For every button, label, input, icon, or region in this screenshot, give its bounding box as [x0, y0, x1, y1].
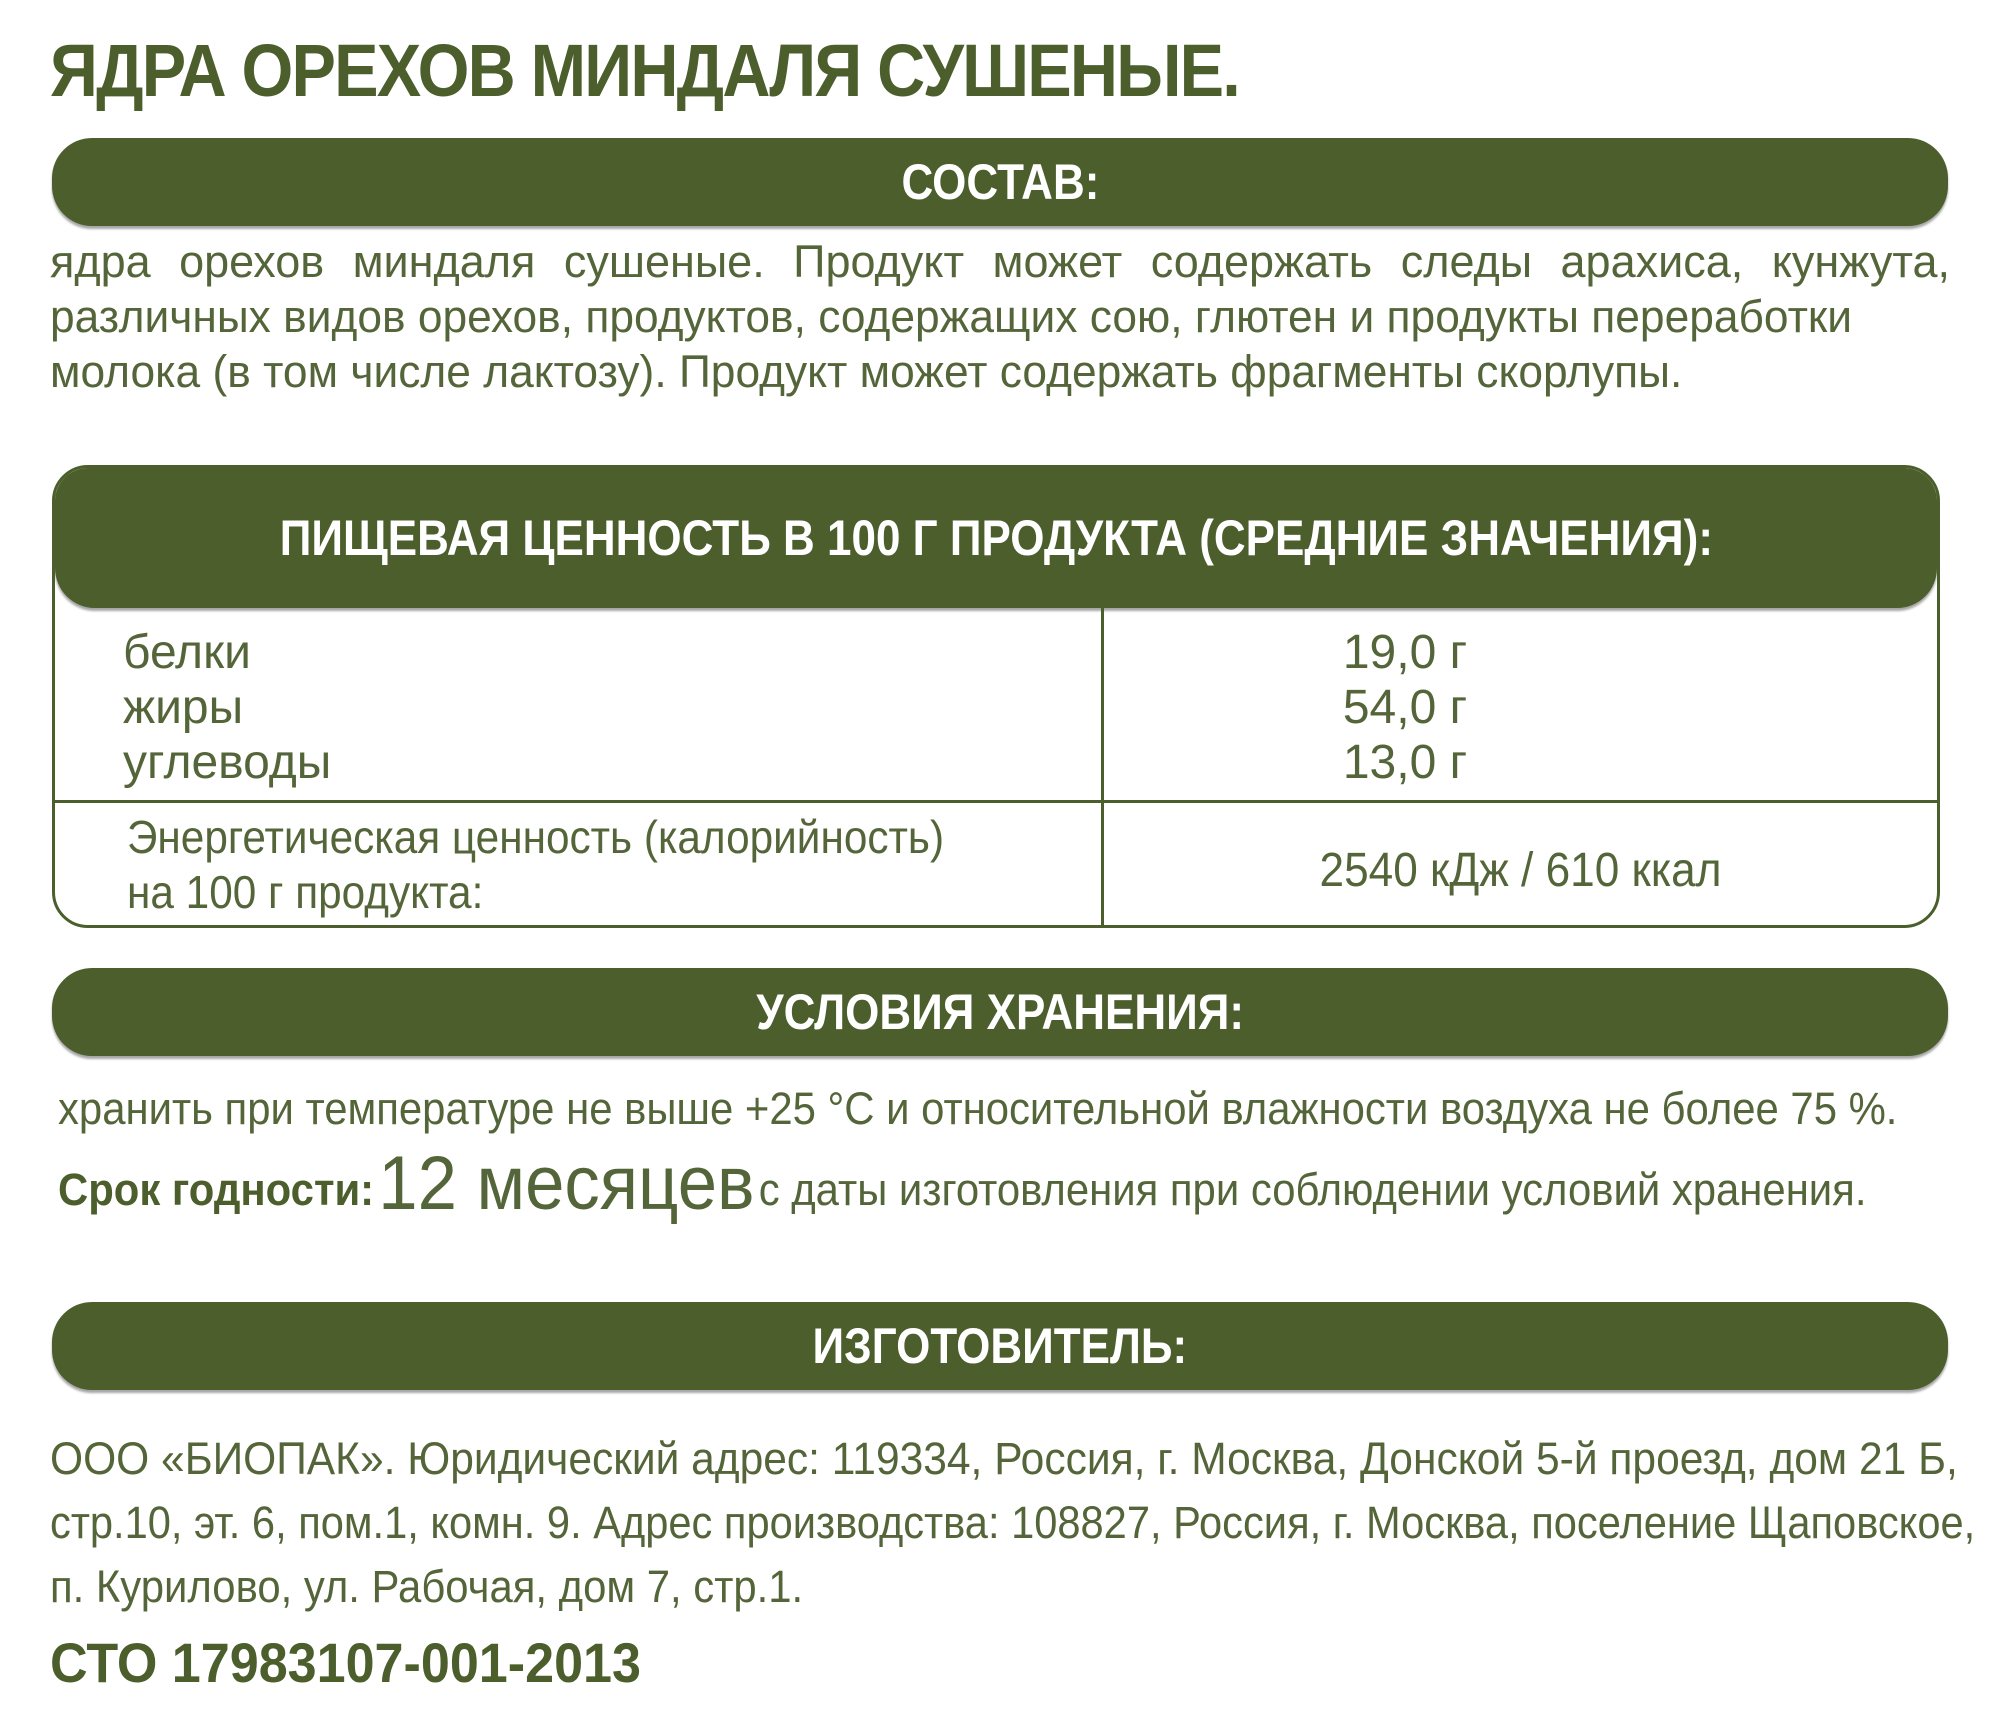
energy-label-line: на 100 г продукта:: [127, 866, 484, 918]
nutrient-fat-label: жиры: [123, 681, 244, 734]
composition-heading-band: [52, 138, 1948, 226]
nutrient-names: [123, 625, 331, 790]
storage-heading: УСЛОВИЯ ХРАНЕНИЯ:: [756, 984, 1244, 1040]
shelf-life-value: 12 месяцев: [378, 1141, 755, 1226]
manufacturer-heading: ИЗГОТОВИТЕЛЬ:: [812, 1318, 1188, 1374]
shelf-life-label: Срок годности:: [58, 1164, 375, 1215]
composition-line: различных видов орехов, продуктов, содержащих сою, глютен и продукты переработки: [50, 291, 1853, 342]
table-horizontal-divider: [55, 800, 1937, 803]
manufacturer-text: [50, 1427, 1991, 1619]
nutrition-heading-band: [55, 468, 1937, 608]
nutrition-heading: ПИЩЕВАЯ ЦЕННОСТЬ В 100 Г ПРОДУКТА (СРЕДНИЕ ЗНАЧЕНИЯ):: [279, 510, 1713, 566]
composition-text: [50, 234, 1950, 399]
nutrient-fat-value: 54,0 г: [1342, 681, 1468, 734]
product-title: ЯДРА ОРЕХОВ МИНДАЛЯ СУШЕНЫЕ.: [50, 29, 1239, 112]
nutrient-values: [1255, 625, 1555, 790]
composition-line: ядра орехов миндаля сушеные. Продукт может содержать следы арахиса, кунжута,: [50, 236, 1950, 287]
shelf-life-rest: с даты изготовления при соблюдении условий хранения.: [758, 1164, 1867, 1215]
nutrition-table: [52, 465, 1940, 928]
manufacturer-line: стр.10, эт. 6, пом.1, комн. 9. Адрес производства: 108827, Россия, г. Москва, поселение Щаповское,: [50, 1497, 1976, 1548]
manufacturer-line: ООО «БИОПАК». Юридический адрес: 119334, Россия, г. Москва, Донской 5-й проезд, дом 21 Б,: [50, 1433, 1958, 1484]
nutrient-protein-label: белки: [123, 626, 251, 679]
table-vertical-divider: [1101, 608, 1104, 928]
standard-code: СТО 17983107-001-2013: [50, 1631, 641, 1694]
storage-heading-band: [52, 968, 1948, 1056]
energy-label-line: Энергетическая ценность (калорийность): [127, 811, 945, 863]
storage-conditions: хранить при температуре не выше +25 °С и относительной влажности воздуха не более 75 %.: [58, 1083, 1898, 1134]
energy-value: 2540 кДж / 610 ккал: [1319, 844, 1722, 897]
nutrient-protein-value: 19,0 г: [1342, 626, 1468, 679]
nutrient-carbs-label: углеводы: [123, 736, 332, 789]
energy-label: [127, 810, 944, 920]
composition-line: молока (в том числе лактозу). Продукт может содержать фрагменты скорлупы.: [50, 346, 1683, 397]
manufacturer-heading-band: [52, 1302, 1948, 1390]
nutrient-carbs-value: 13,0 г: [1342, 736, 1468, 789]
shelf-life: [58, 1140, 1866, 1227]
composition-heading: СОСТАВ:: [901, 154, 1099, 210]
manufacturer-line: п. Курилово, ул. Рабочая, дом 7, стр.1.: [50, 1561, 804, 1612]
